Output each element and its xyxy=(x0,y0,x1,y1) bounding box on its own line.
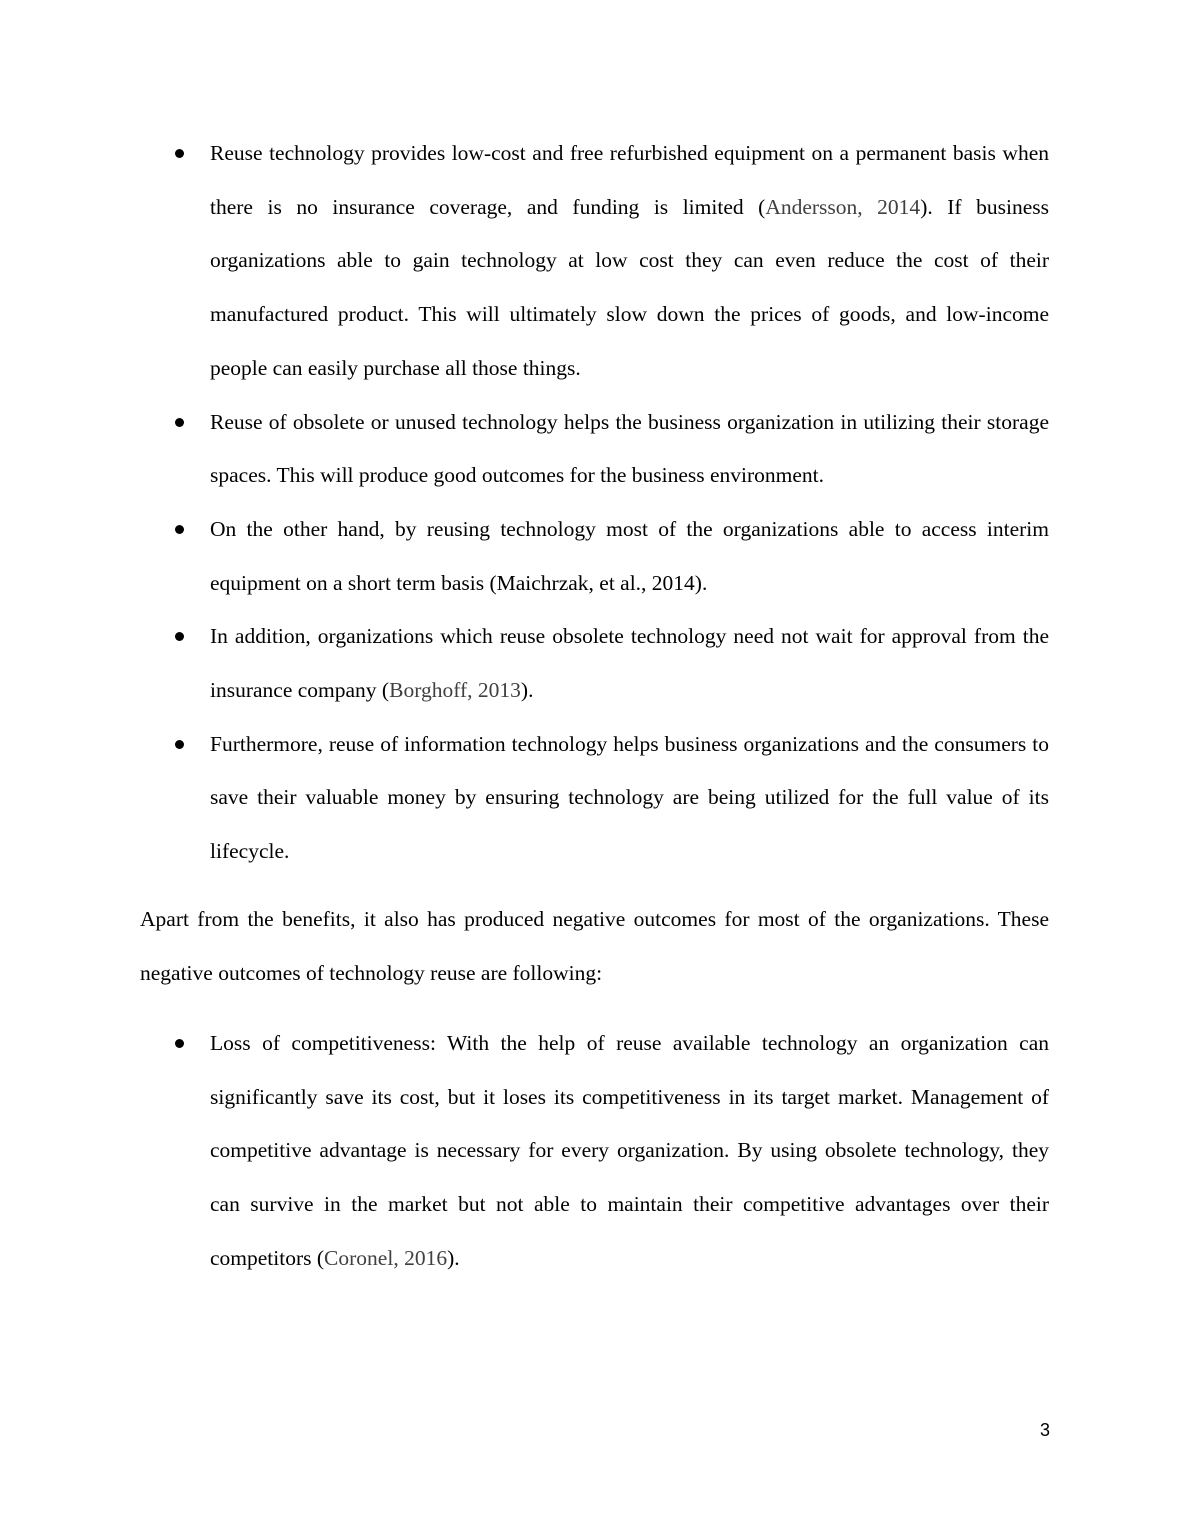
list-item-text-end: ). If business organizations able to gain technology at low cost they can even reduce the cost of their manufactured product. This will ultimately slow down the prices of goods, and low-income people can easily purchase all those things. xyxy=(210,194,1049,380)
list-item-text-end: ). xyxy=(447,1245,460,1270)
citation: Coronel, 2016 xyxy=(324,1245,448,1270)
bullet-icon xyxy=(175,525,184,534)
list-item-text: In addition, organizations which reuse obsolete technology need not wait for approval from the insurance company ( xyxy=(210,624,1049,703)
citation: Andersson, 2014 xyxy=(765,194,921,219)
list-item xyxy=(140,396,1049,503)
list-item-text: Reuse technology provides low-cost and free refurbished equipment on a permanent basis when there is no insurance coverage, and funding is limited ( xyxy=(210,141,1049,219)
list-item xyxy=(140,127,1049,396)
bullet-icon xyxy=(175,740,184,749)
list-item-text-end: ). xyxy=(520,678,534,703)
bullet-icon xyxy=(175,632,184,641)
bullet-icon xyxy=(175,149,184,158)
negative-outcomes-paragraph xyxy=(140,893,1049,1000)
bullet-icon xyxy=(175,1039,184,1048)
list-item xyxy=(140,503,1049,610)
negative-outcomes-list xyxy=(140,1017,1049,1286)
list-item-text: Furthermore, reuse of information technology helps business organizations and the consumers to save their valuable money by ensuring technology are being utilized for the full value of its lifecycle. xyxy=(210,731,1049,864)
list-item xyxy=(140,718,1049,879)
list-item-text: Reuse of obsolete or unused technology helps the business organization in utilizing their storage spaces. This will produce good outcomes for the business environment. xyxy=(210,409,1049,488)
list-item xyxy=(140,610,1049,717)
benefits-list xyxy=(140,127,1049,879)
list-item xyxy=(140,1017,1049,1286)
bullet-icon xyxy=(175,418,184,427)
list-item-text: Loss of competitiveness: With the help of reuse available technology an organization can significantly save its cost, but it loses its competitiveness in its target market. Management of competitive advantage is necessary for every organization. By using obsolete technology, they can survive in the market but not able to maintain their competitive advantages over their competitors ( xyxy=(210,1031,1049,1270)
page-number: 3 xyxy=(1039,1420,1050,1440)
list-item-text: On the other hand, by reusing technology most of the organizations able to access interim equipment on a short term basis (Maichrzak, et al., 2014). xyxy=(210,516,1049,595)
paragraph-text: Apart from the benefits, it also has produced negative outcomes for most of the organizations. These negative outcomes of technology reuse are following: xyxy=(140,907,1049,985)
citation: Borghoff, 2013 xyxy=(389,678,521,703)
